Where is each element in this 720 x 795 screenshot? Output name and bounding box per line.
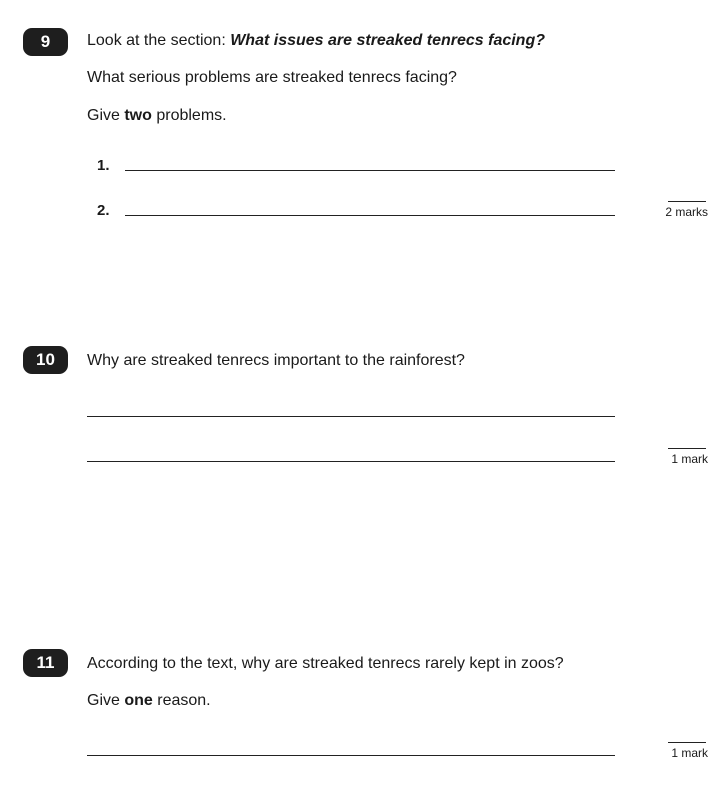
instruction-post: problems. [151, 107, 227, 124]
marks-rule [668, 742, 706, 743]
prompt-prefix: Look at the section: [87, 32, 231, 49]
instruction-post: reason. [152, 692, 211, 709]
section-title: What issues are streaked tenrecs facing? [230, 32, 545, 49]
answer-label-1: 1. [97, 157, 110, 174]
answer-line[interactable] [87, 416, 615, 417]
instruction-pre: Give [87, 107, 125, 124]
marks-label: 1 mark [671, 452, 708, 466]
answer-line[interactable] [125, 170, 615, 171]
marks-rule [668, 448, 706, 449]
question-number-badge: 11 [23, 649, 68, 677]
question-number-badge: 10 [23, 346, 68, 374]
marks-label: 2 marks [665, 205, 708, 219]
answer-line[interactable] [87, 755, 615, 756]
instruction-count: one [124, 692, 153, 709]
question-number-badge: 9 [23, 28, 68, 56]
answer-line[interactable] [125, 215, 615, 216]
question-subprompt: What serious problems are streaked tenrecs facing? [87, 69, 457, 86]
instruction [87, 691, 211, 711]
instruction-pre: Give [87, 692, 125, 709]
question-prompt [87, 31, 545, 51]
instruction [87, 106, 227, 126]
question-prompt: Why are streaked tenrecs important to the rainforest? [87, 352, 465, 369]
answer-label-2: 2. [97, 202, 110, 219]
instruction-count: two [124, 107, 152, 124]
question-prompt: According to the text, why are streaked tenrecs rarely kept in zoos? [87, 655, 564, 672]
marks-rule [668, 201, 706, 202]
marks-label: 1 mark [671, 746, 708, 760]
answer-line[interactable] [87, 461, 615, 462]
